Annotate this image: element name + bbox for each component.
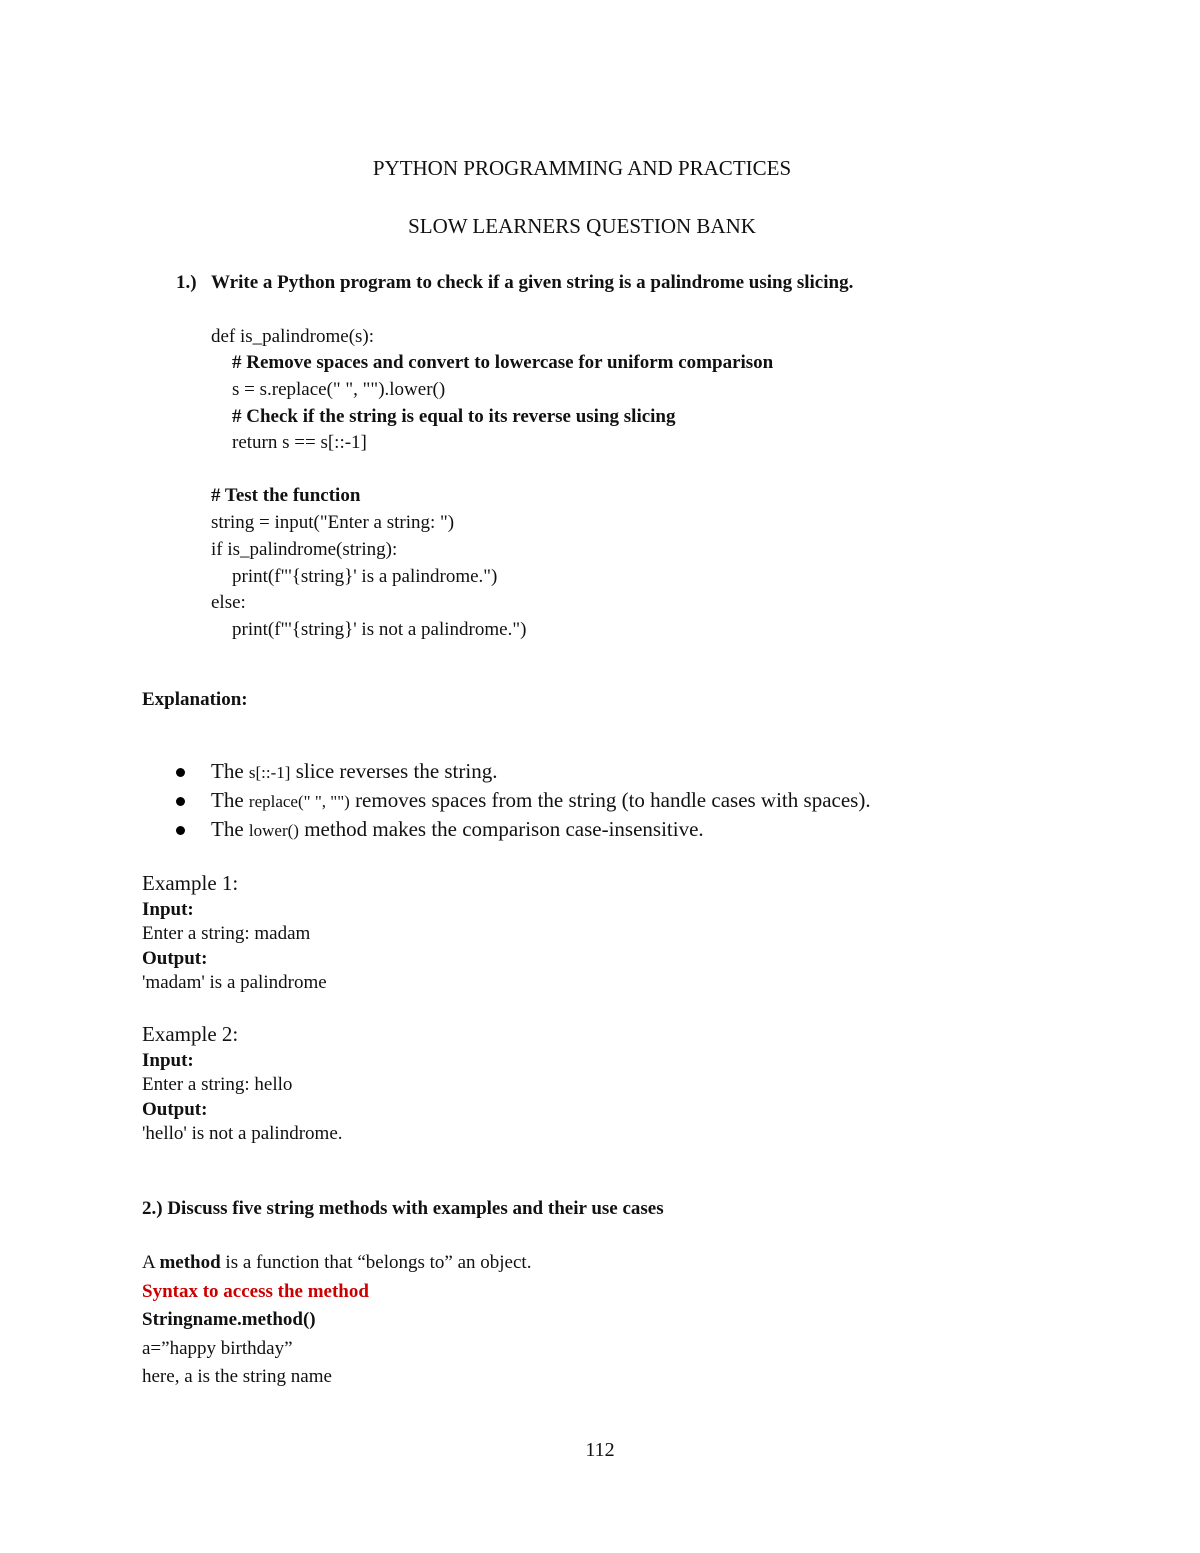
string-name-note: here, a is the string name	[142, 1366, 332, 1387]
output-value: 'hello' is not a palindrome.	[142, 1123, 343, 1144]
input-label: Input:	[142, 1050, 194, 1071]
question-1-number: 1.)	[176, 272, 197, 293]
explanation-heading: Explanation:	[142, 689, 248, 710]
question-1-text: Write a Python program to check if a given string is a palindrome using slicing.	[211, 272, 854, 293]
assignment-example: a=”happy birthday”	[142, 1338, 293, 1359]
list-item: The replace(" ", "") removes spaces from the string (to handle cases with spaces).	[211, 788, 871, 812]
bullet-icon	[176, 797, 185, 806]
output-label: Output:	[142, 948, 208, 969]
example-heading: Example 1:	[142, 871, 239, 895]
code-line: else:	[211, 592, 246, 613]
bullet-icon	[176, 826, 185, 835]
page-number: 112	[585, 1439, 615, 1461]
input-value: Enter a string: hello	[142, 1074, 293, 1095]
syntax-example: Stringname.method()	[142, 1309, 316, 1330]
code-line: string = input("Enter a string: ")	[211, 512, 455, 533]
input-value: Enter a string: madam	[142, 923, 311, 944]
page-subtitle: SLOW LEARNERS QUESTION BANK	[408, 214, 756, 238]
page-title: PYTHON PROGRAMMING AND PRACTICES	[372, 156, 792, 180]
list-item: The lower() method makes the comparison case-insensitive.	[211, 817, 704, 841]
input-label: Input:	[142, 899, 194, 920]
output-label: Output:	[142, 1099, 208, 1120]
code-line: print(f"'{string}' is a palindrome.")	[232, 566, 498, 587]
method-definition: A method is a function that “belongs to” an object.	[142, 1252, 532, 1273]
code-line: print(f"'{string}' is not a palindrome.")	[232, 619, 527, 640]
bullet-icon	[176, 768, 185, 777]
code-comment: # Check if the string is equal to its reverse using slicing	[232, 406, 676, 427]
code-line: s = s.replace(" ", "").lower()	[232, 379, 446, 400]
list-item: The s[::-1] slice reverses the string.	[211, 759, 498, 783]
question-2-text: 2.) Discuss five string methods with examples and their use cases	[142, 1198, 664, 1219]
code-line: return s == s[::-1]	[232, 432, 367, 453]
code-comment: # Remove spaces and convert to lowercase for uniform comparison	[232, 352, 774, 373]
output-value: 'madam' is a palindrome	[142, 972, 327, 993]
example-heading: Example 2:	[142, 1022, 239, 1046]
code-line: def is_palindrome(s):	[211, 326, 375, 347]
syntax-heading: Syntax to access the method	[142, 1281, 369, 1302]
code-comment: # Test the function	[211, 485, 361, 506]
code-line: if is_palindrome(string):	[211, 539, 398, 560]
